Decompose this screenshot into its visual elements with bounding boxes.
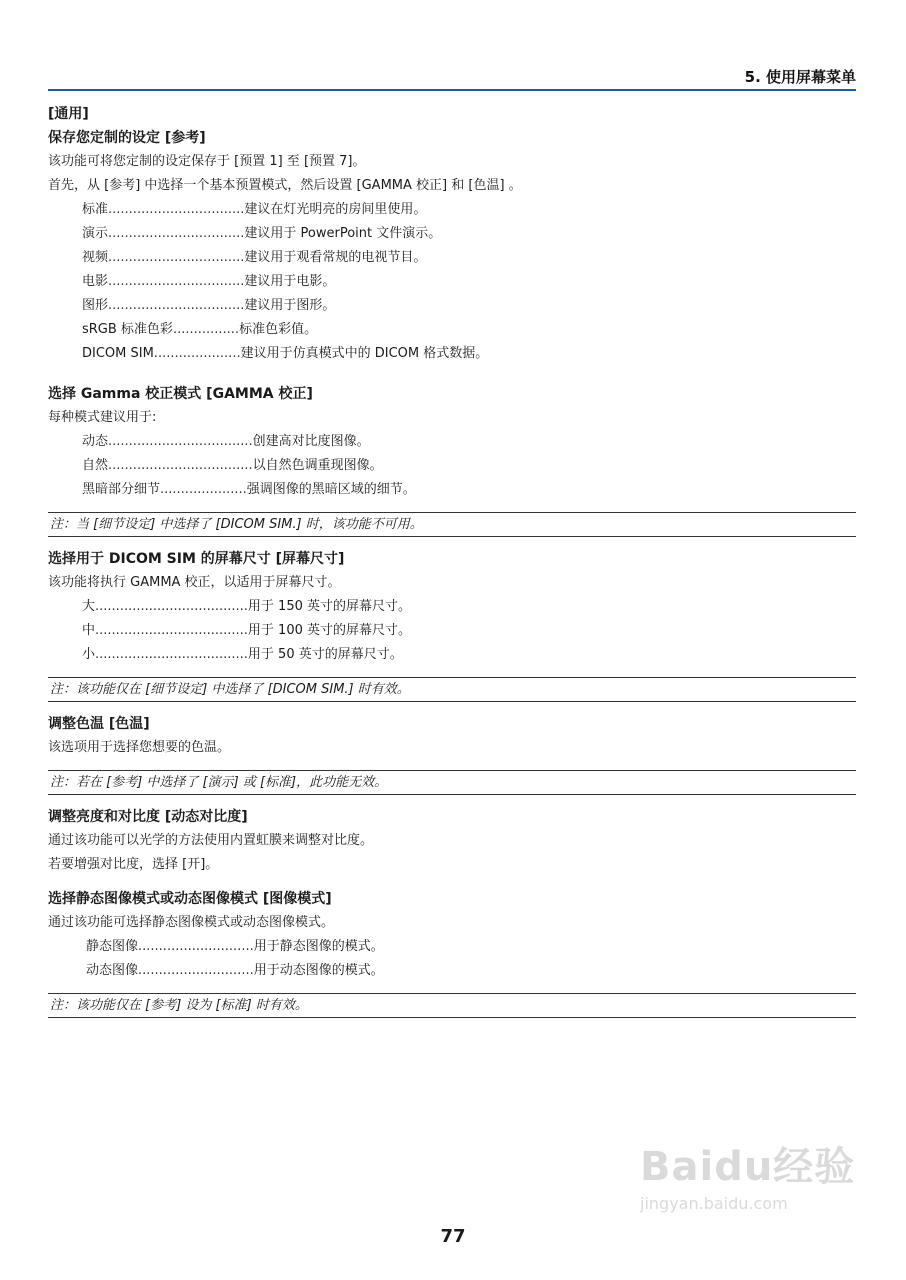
leader-dots: .....................................: [95, 599, 248, 614]
header-rule: [48, 89, 856, 91]
item-term: 电影: [82, 274, 109, 289]
paragraph: 首先，从 [参考] 中选择一个基本预置模式，然后设置 [GAMMA 校正] 和 [色温] 。: [48, 178, 522, 193]
leader-dots: .....................: [160, 482, 247, 497]
leader-dots: .....................................: [95, 647, 248, 662]
leader-dots: ...................................: [108, 434, 253, 449]
list-item: [48, 619, 856, 643]
heading-screen-size: 选择用于 DICOM SIM 的屏幕尺寸 [屏幕尺寸]: [48, 551, 345, 567]
list-item: [48, 643, 856, 667]
paragraph: 通过该功能可选择静态图像模式或动态图像模式。: [48, 915, 335, 930]
leader-dots: .................................: [108, 202, 245, 217]
leader-dots: .................................: [108, 274, 245, 289]
item-term: 黑暗部分细节: [82, 482, 161, 497]
item-term: DICOM SIM.: [82, 346, 158, 361]
list-item: [48, 222, 856, 246]
item-term: 大: [82, 599, 96, 614]
list-item: [48, 342, 856, 366]
leader-dots: .................................: [108, 226, 245, 241]
item-desc: 用于 50 英寸的屏幕尺寸。: [247, 647, 403, 662]
item-desc: 以自然色调重现图像。: [252, 458, 383, 473]
list-item: [48, 595, 856, 619]
watermark-logo: Baidu经验: [640, 1144, 856, 1190]
item-desc: 用于动态图像的模式。: [253, 963, 384, 978]
item-desc: 建议用于 PowerPoint 文件演示。: [244, 226, 442, 241]
heading-image-mode: 选择静态图像模式或动态图像模式 [图像模式]: [48, 891, 332, 907]
leader-dots: .................................: [108, 250, 245, 265]
heading-save-settings: 保存您定制的设定 [参考]: [48, 130, 206, 146]
item-term: 动态图像: [86, 963, 139, 978]
list-item: [48, 454, 856, 478]
item-term: 中: [82, 623, 96, 638]
item-term: 小: [82, 647, 96, 662]
leader-dots: .................................: [108, 298, 245, 313]
item-term: 标准: [82, 202, 109, 217]
page-content: [48, 96, 856, 1018]
item-desc: 用于 100 英寸的屏幕尺寸。: [247, 623, 411, 638]
note-box: 注：该功能仅在 [细节设定] 中选择了 [DICOM SIM.] 时有效。: [48, 677, 856, 702]
note-box: 注：当 [细节设定] 中选择了 [DICOM SIM.] 时，该功能不可用。: [48, 512, 856, 537]
item-term: 图形: [82, 298, 109, 313]
paragraph: 该功能将执行 GAMMA 校正，以适用于屏幕尺寸。: [48, 575, 341, 590]
note-box: 注：该功能仅在 [参考] 设为 [标准] 时有效。: [48, 993, 856, 1018]
list-item: [48, 270, 856, 294]
list-item: [48, 935, 856, 959]
list-item: [48, 318, 856, 342]
list-item: [48, 294, 856, 318]
list-item: [48, 198, 856, 222]
list-item: [48, 430, 856, 454]
paragraph: 该功能可将您定制的设定保存于 [预置 1] 至 [预置 7]。: [48, 154, 366, 169]
item-desc: 建议在灯光明亮的房间里使用。: [244, 202, 427, 217]
item-desc: 用于静态图像的模式。: [253, 939, 384, 954]
chapter-title: 5. 使用屏幕菜单: [744, 68, 856, 86]
list-item: [48, 246, 856, 270]
item-desc: 强调图像的黑暗区域的细节。: [246, 482, 416, 497]
list-item: [48, 478, 856, 502]
leader-dots: ....................: [157, 346, 241, 361]
item-term: 视频: [82, 250, 109, 265]
heading-gamma: 选择 Gamma 校正模式 [GAMMA 校正]: [48, 386, 313, 402]
item-desc: 建议用于电影。: [244, 274, 336, 289]
heading-color-temp: 调整色温 [色温]: [48, 716, 150, 732]
note-box: 注：若在 [参考] 中选择了 [演示] 或 [标准]，此功能无效。: [48, 770, 856, 795]
leader-dots: ............................: [138, 963, 254, 978]
paragraph: 该选项用于选择您想要的色温。: [48, 740, 231, 755]
item-desc: 建议用于观看常规的电视节目。: [244, 250, 427, 265]
item-desc: 建议用于图形。: [244, 298, 336, 313]
item-term: 静态图像: [86, 939, 139, 954]
leader-dots: ................: [172, 322, 240, 337]
page-number: 77: [440, 1226, 466, 1247]
item-term: sRGB 标准色彩: [82, 322, 173, 337]
heading-dynamic-contrast: 调整亮度和对比度 [动态对比度]: [48, 809, 248, 825]
leader-dots: .....................................: [95, 623, 248, 638]
leader-dots: ...................................: [108, 458, 253, 473]
paragraph: 若要增强对比度，选择 [开]。: [48, 857, 219, 872]
item-desc: 创建高对比度图像。: [252, 434, 370, 449]
section-tag: [通用]: [48, 106, 89, 122]
item-desc: 用于 150 英寸的屏幕尺寸。: [247, 599, 411, 614]
paragraph: 通过该功能可以光学的方法使用内置虹膜来调整对比度。: [48, 833, 374, 848]
item-term: 演示: [82, 226, 109, 241]
item-desc: 建议用于仿真模式中的 DICOM 格式数据。: [240, 346, 489, 361]
item-desc: 标准色彩值。: [239, 322, 318, 337]
list-item: [48, 959, 856, 983]
item-term: 动态: [82, 434, 109, 449]
paragraph: 每种模式建议用于:: [48, 410, 157, 425]
item-term: 自然: [82, 458, 109, 473]
watermark-url: jingyan.baidu.com: [640, 1194, 788, 1213]
leader-dots: ............................: [138, 939, 254, 954]
